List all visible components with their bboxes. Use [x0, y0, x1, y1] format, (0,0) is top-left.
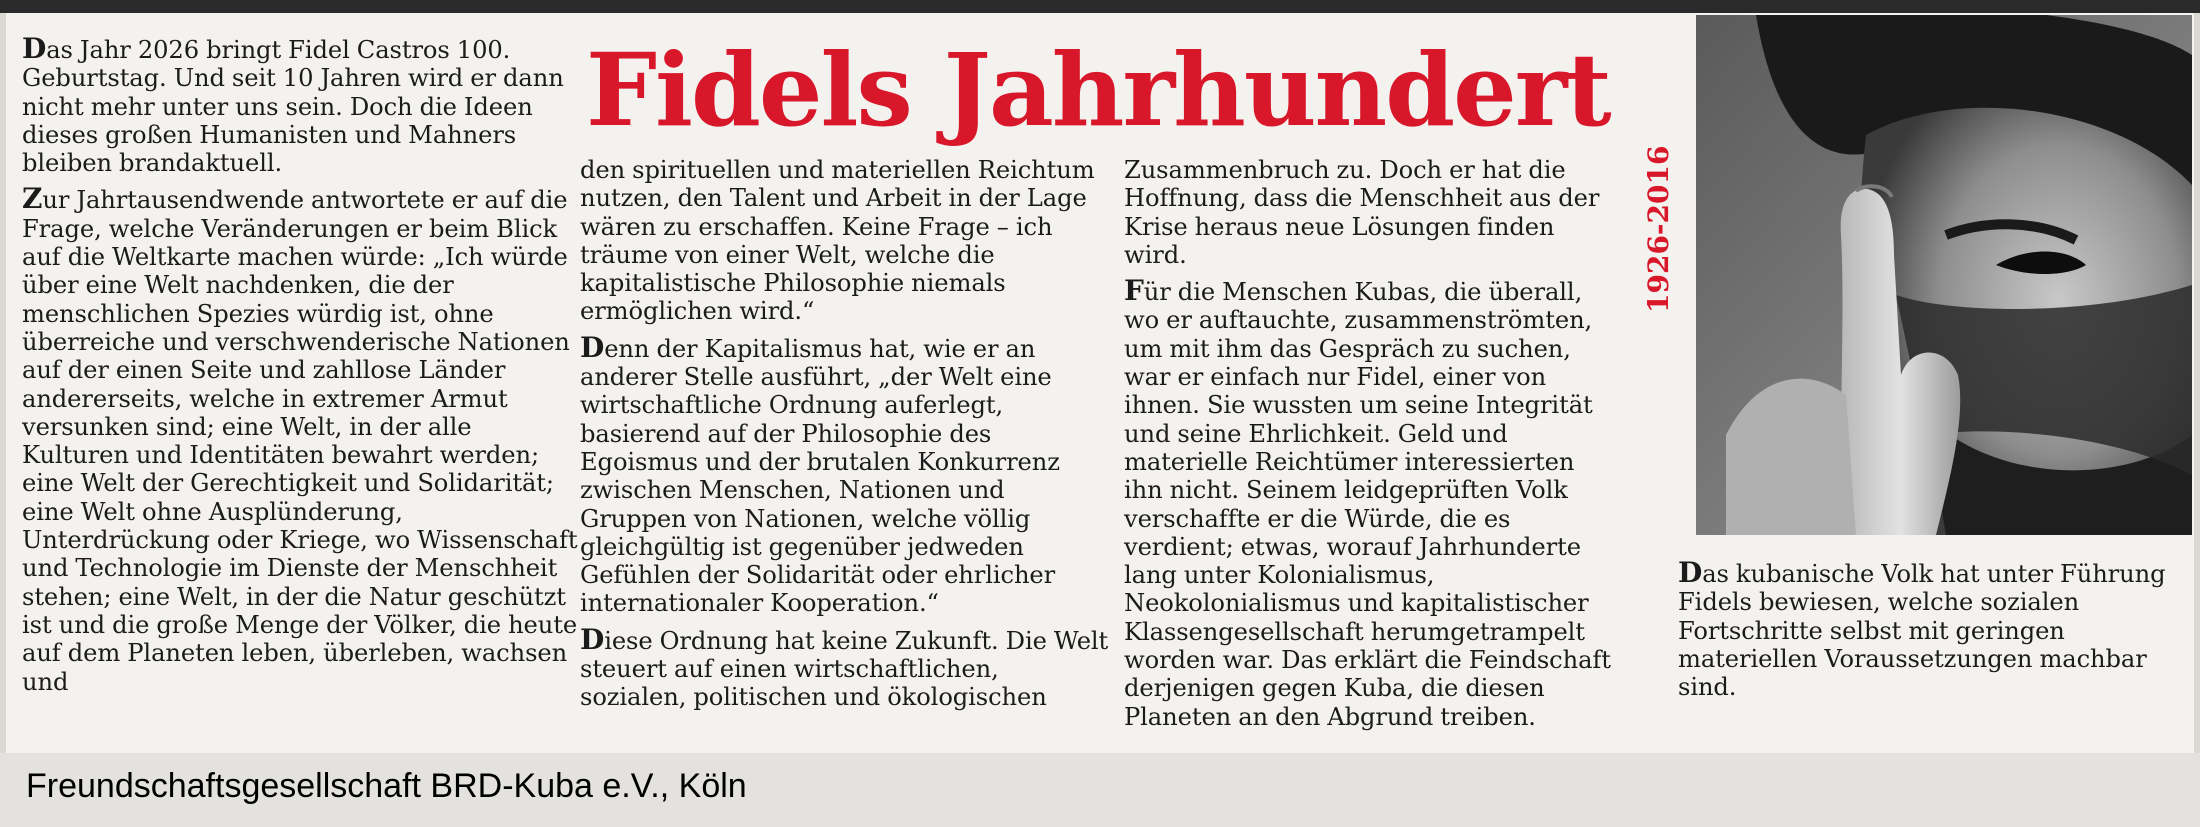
- newspaper-clipping: [6, 13, 2194, 753]
- paragraph: [580, 622, 1110, 712]
- paragraph: [1124, 274, 1614, 731]
- paragraph: [1124, 156, 1614, 269]
- article-column-2: [580, 156, 1110, 720]
- paragraph-text: as Jahr 2026 bringt Fidel Castros 100. Geburtstag. Und seit 10 Jahren wird er dann nicht mehr unter uns sein. Doch die Ideen dieses großen Humanisten und Mahners bleiben brandaktuell.: [22, 36, 564, 178]
- paragraph-text: Zusammenbruch zu. Doch er hat die Hoffnung, dass die Menschheit aus der Krise heraus neue Lösungen finden wird.: [1124, 156, 1600, 269]
- drop-letter: F: [1124, 274, 1144, 308]
- top-border: [0, 0, 2200, 13]
- headline: Fidels Jahrhundert: [586, 31, 1610, 149]
- paragraph-text: den spirituellen und materiellen Reichtum nutzen, den Talent und Arbeit in der Lage wären zu erschaffen. Keine Frage – ich träume von einer Welt, welche die kapitalistische Philosophie niemals ermöglichen wird.“: [580, 156, 1095, 326]
- paragraph: [22, 182, 580, 696]
- paragraph-text: ur Jahrtausendwende antwortete er auf die Frage, welche Veränderungen er beim Blick auf die Weltkarte machen würde: „Ich würde über eine Welt nachdenken, die der menschlichen Spezies würdig ist, ohne überreiche und verschwenderische Nationen auf der einen Seite und zahllose Länder andererseits, welche in extremer Armut versunken sind; eine Welt, in der alle Kulturen und Identitäten bewahrt werden; eine Welt der Gerechtigkeit und Solidarität; eine Welt ohne Ausplünderung, Unterdrückung oder Kriege, wo Wissenschaft und Technologie im Dienste der Menschheit stehen; eine Welt, in der die Natur geschützt ist und die große Menge der Völker, die heute auf dem Planeten leben, überleben, wachsen und: [22, 186, 578, 696]
- caption-text: as kubanische Volk hat unter Führung Fidels bewiesen, welche sozialen Fortschritte selbst mit geringen materiellen Voraussetzungen machbar sind.: [1678, 560, 2166, 702]
- paragraph-text: enn der Kapitalismus hat, wie er an anderer Stelle ausführt, „der Welt eine wirtschaftliche Ordnung auferlegt, basierend auf der Philosophie des Egoismus und der brutalen Konkurrenz zwischen Menschen, Nationen und Gruppen von Nationen, welche völlig gleichgültig ist gegenüber jedweden Gefühlen der Solidarität oder ehrlicher internationaler Kooperation.“: [580, 334, 1060, 618]
- drop-letter: D: [580, 330, 605, 364]
- years-label: 1926-2016: [1642, 145, 1675, 313]
- paragraph: [580, 156, 1110, 326]
- paragraph-text: iese Ordnung hat keine Zukunft. Die Welt steuert auf einen wirtschaftlichen, sozialen, politischen und ökologischen: [580, 626, 1109, 712]
- drop-letter: D: [1678, 556, 1703, 589]
- article-column-3: [1124, 156, 1614, 739]
- paragraph-text: ür die Menschen Kubas, die überall, wo er auftauchte, zusammenströmten, um mit ihm das Gespräch zu suchen, war er einfach nur Fidel, einer von ihnen. Sie wussten um seine Integrität und seine Ehrlichkeit. Geld und materielle Reichtümer interessierten ihn nicht. Seinem leidgeprüften Volk verschaffte er die Würde, die es verdient; etwas, worauf Jahrhunderte lang unter Kolonialismus, Neokolonialismus und kapitalistischer Klassengesellschaft herumgetrampelt worden war. Das erklärt die Feindschaft derjenigen gegen Kuba, die diesen Planeten an den Abgrund treiben.: [1124, 278, 1611, 731]
- portrait-photo: [1696, 15, 2192, 535]
- paragraph: [580, 330, 1110, 618]
- portrait-illustration: [1696, 15, 2192, 535]
- paragraph: [22, 32, 580, 178]
- drop-letter: D: [22, 32, 47, 65]
- photo-caption: [1678, 556, 2178, 702]
- footer-credit: Freundschaftsgesellschaft BRD-Kuba e.V., Köln: [26, 767, 747, 805]
- drop-letter: D: [580, 622, 605, 656]
- article-column-1: [22, 32, 580, 704]
- drop-letter: Z: [22, 182, 43, 216]
